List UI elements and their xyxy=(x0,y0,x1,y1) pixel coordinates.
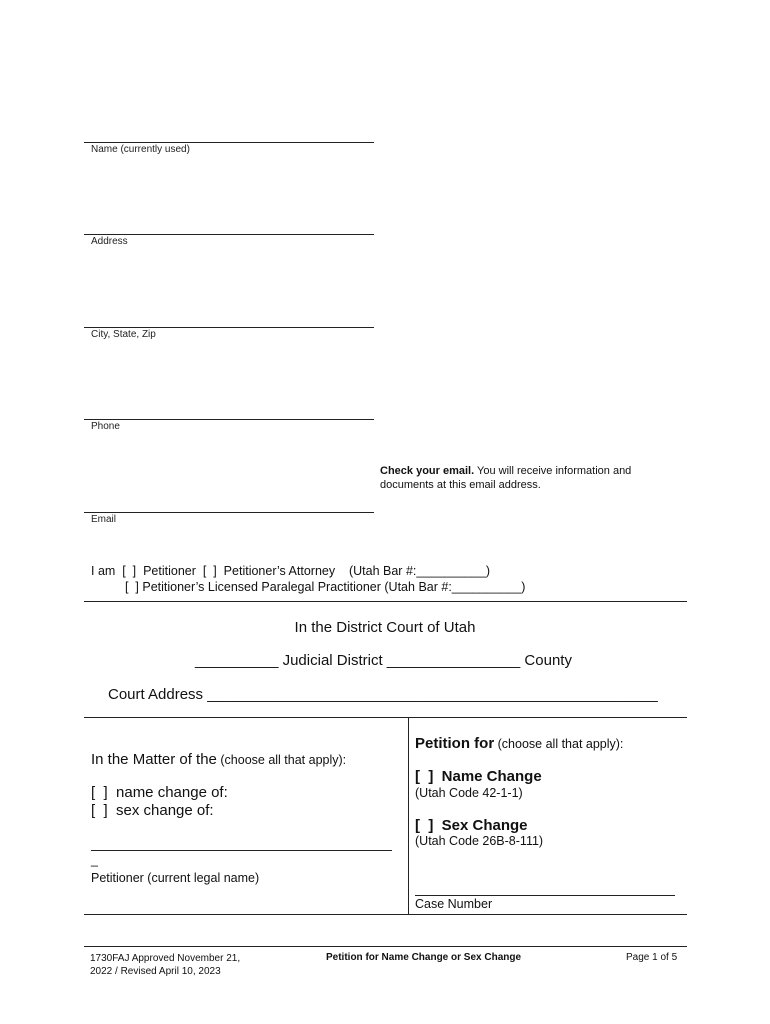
city-state-zip-field-line[interactable] xyxy=(84,327,374,328)
city-state-zip-field-label: City, State, Zip xyxy=(91,329,156,340)
phone-field-label: Phone xyxy=(91,421,120,432)
matter-heading-main: In the Matter of the xyxy=(91,751,217,768)
address-field-label: Address xyxy=(91,236,128,247)
option-sex-change-of[interactable]: [ ] sex change of: xyxy=(91,802,214,819)
name-change-code: (Utah Code 42-1-1) xyxy=(415,786,523,800)
petition-heading-main: Petition for xyxy=(415,735,495,752)
name-change-label: [ ] Name Change xyxy=(415,768,542,785)
sex-change-code: (Utah Code 26B-8-111) xyxy=(415,834,544,848)
petitioner-label: Petitioner (current legal name) xyxy=(91,871,260,885)
i-am-line-1[interactable]: I am [ ] Petitioner [ ] Petitioner’s Attorney (Utah Bar #:__________) xyxy=(91,564,491,578)
court-title: In the District Court of Utah xyxy=(294,619,476,636)
sex-change-label: [ ] Sex Change xyxy=(415,817,528,834)
phone-field-line[interactable] xyxy=(84,419,374,420)
divider-caption-top xyxy=(84,717,687,718)
email-field-line[interactable] xyxy=(84,512,374,513)
i-am-line-2[interactable]: [ ] Petitioner’s Licensed Paralegal Practitioner (Utah Bar #:__________) xyxy=(125,580,526,594)
footer-title: Petition for Name Change or Sex Change xyxy=(326,952,522,963)
footer-form-id: 1730FAJ Approved November 21, 2022 / Revised April 10, 2023 xyxy=(90,953,241,977)
petition-heading-note: (choose all that apply): xyxy=(494,737,624,751)
court-address-line[interactable]: Court Address ______________________________________________________ xyxy=(108,686,658,703)
email-field-label: Email xyxy=(91,514,117,525)
name-field-label: Name (currently used) xyxy=(91,144,190,155)
email-note-bold: Check your email. xyxy=(380,465,475,477)
address-field-line[interactable] xyxy=(84,234,374,235)
matter-heading-note: (choose all that apply): xyxy=(216,753,347,767)
case-number-label: Case Number xyxy=(415,897,493,911)
email-note xyxy=(380,464,660,492)
option-name-change-of[interactable]: [ ] name change of: xyxy=(91,784,228,801)
matter-heading xyxy=(91,751,346,769)
caption-vertical-divider xyxy=(408,717,409,915)
name-change-checkbox[interactable] xyxy=(415,768,542,785)
footer-divider xyxy=(84,946,687,947)
case-number-line[interactable] xyxy=(415,895,675,896)
judicial-district-line[interactable]: __________ Judicial District ________________ County xyxy=(195,652,572,669)
email-note-text: You will receive information and documents at this email address. xyxy=(380,465,632,491)
divider-caption-bottom xyxy=(84,914,687,915)
name-field-line[interactable] xyxy=(84,142,374,143)
divider-top xyxy=(84,601,687,602)
petitioner-name-line[interactable] xyxy=(91,850,392,851)
petitioner-underscore: _ xyxy=(91,853,98,867)
sex-change-checkbox[interactable] xyxy=(415,817,528,834)
footer-page-number: Page 1 of 5 xyxy=(626,952,678,963)
petition-heading xyxy=(415,735,623,753)
